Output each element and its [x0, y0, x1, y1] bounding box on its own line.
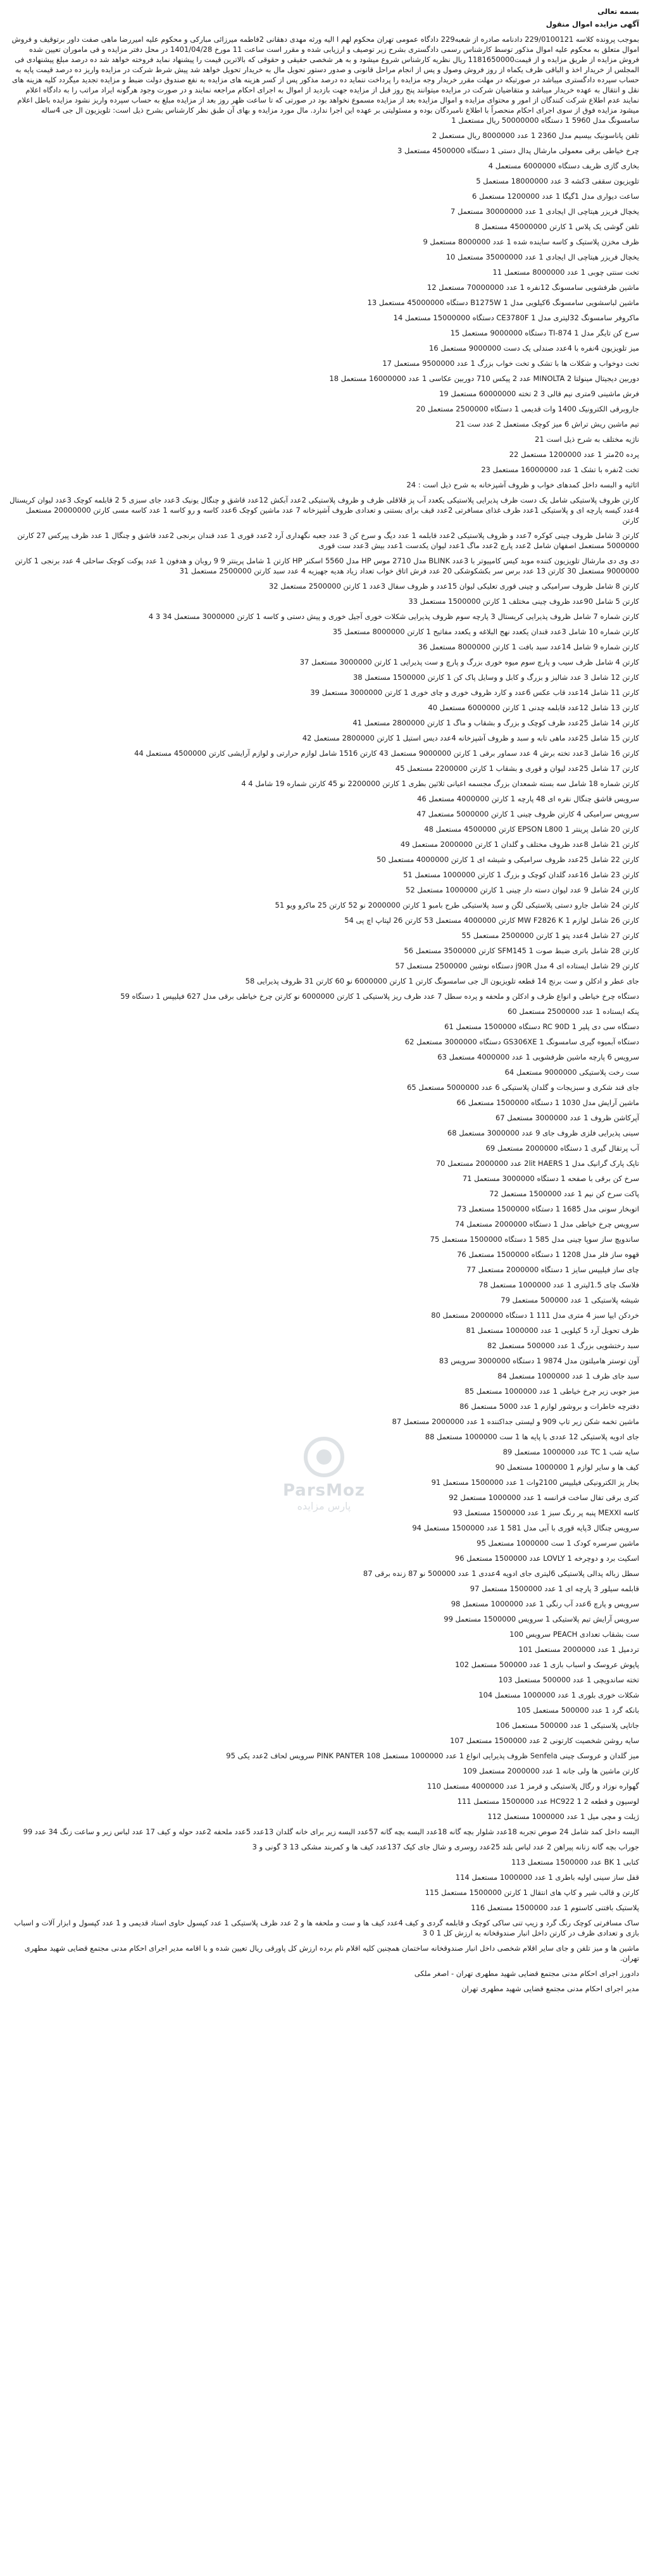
list-item: جوراب بچه گانه زنانه پیراهن 2 عدد لباس بلند 25عدد روسری و شال جای کیک 137عدد کیف ها و کمربند مشکی 13 3 گونی و 3: [252, 1842, 639, 1851]
list-item: آون توستر هامیلتون مدل 9874 1 دستگاه 3000000 سرویس 83: [439, 1356, 639, 1365]
list-item: کارتن 14 شامل 25عدد ظرف کوچک و بزرگ و بشقاب و ماگ 1 کارتن 2800000 مستعمل 41: [352, 718, 639, 727]
list-item: سرویس و پارچ 6عدد آب رنگی 1 عدد 1000000 مستعمل 98: [451, 1599, 639, 1608]
list-item: جای عطر و ادکلن و ست برنج 14 قطعه تلویزیون ال جی سامسونگ کارتن 1 کارتن 6000000 نو 60 کارتن 31 ظروف پذیرایی 58: [245, 977, 639, 985]
list-item: پاکت سرخ کن نیم 1 عدد 1500000 مستعمل 72: [489, 1189, 639, 1198]
list-item: ست رخت پلاستیکی 9000000 مستعمل 64: [504, 1068, 639, 1077]
list-item: کارتن 5 شامل 90عدد ظروف چینی مختلف 1 کارتن 1500000 مستعمل 33: [408, 597, 639, 606]
list-item: کارتن 3 شامل ظروف چینی کوکره 7عدد و ظروف پلاستیکی 2عدد قابلمه 1 عدد دیگ و سرخ کن 3 عدد جعبه نگهداری آرد 2عدد قوری 1 عدد قندان برنجی 2عدد قاشق و چنگال 1 عدد ظرف پیرکس 27 کارتن 5000000 مستعمل اصفهان شامل 2عدد پارچ 2عدد ماگ 1عدد لیوان یکدست 1عدد بیش 3عدد ست قوری: [17, 531, 639, 550]
list-item: چرخ خیاطی برقی معمولی مارشال پدال دستی 1 دستگاه 4500000 مستعمل 3: [397, 146, 639, 155]
list-item: کارتن 24 شامل جارو دستی پلاستیکی لگن و سبد پلاستیکی طرح بامبو 1 کارتن 2000000 نو 52 کارتن 25 ماکرو ویو 51: [275, 901, 639, 910]
closing-paragraph-2: ماشین ها و میز تلفن و جای سایر اقلام شخصی داخل انبار صندوقخانه ساختمان همچنین کلیه اقلام نام برده ارزش کل پاورقی ریال تعیین شده و با اقامه مدیر اجرای احکام مدنی مجتمع قضایی شهید مطهری تهران.: [24, 1944, 639, 1963]
list-item: کارتن ماشین ها ولی جانه 1 عدد 2000000 مستعمل 109: [463, 1766, 639, 1775]
list-item: قابلمه سیلور 3 پارچه ای 1 عدد 1500000 مستعمل 97: [470, 1584, 639, 1593]
list-item: جاتاپی پلاستیکی 1 عدد 500000 مستعمل 106: [495, 1721, 639, 1730]
signature-line: مدیر اجرای احکام مدنی مجتمع قضایی شهید مطهری تهران: [461, 1984, 639, 1993]
list-item: جای ادویه پلاستیکی 12 عددی با پایه ها 1 ست 1000000 مستعمل 88: [425, 1432, 639, 1441]
list-item: سبد رختشویی بزرگ 1 عدد 500000 مستعمل 82: [487, 1341, 639, 1350]
closing-paragraph: ساک مسافرتی کوچک رنگ گرد و زیپ تنی ساکی کوچک و قابلمه گردی و کیف 4عدد کیف ها و ست و ملحفه ها و 2 عدد ظرف پلاستیکی 1 عدد کپسول حاوی اسناد قدیمی و 1 عدد کپسول و ابزار آلات و اسباب بازی و تعدادی ظرف در کارتن داخل انبار صندوقخانه به ارزش کل 1 0 3: [14, 1918, 639, 1937]
list-item: میز تلویزیون 4نفره با 4عدد صندلی یک دست 9000000 مستعمل 16: [429, 344, 639, 353]
list-item: ژیلت و مچی میل 1 عدد 1000000 مستعمل 112: [487, 1812, 639, 1821]
intro-paragraph: بموجب پرونده کلاسه 229/0100121 دادنامه صادره از شعبه229 دادگاه عمومی تهران محکوم لهم ا الیه ورثه مهدی دهقانی 2فاطمه میرزائی مبارکی و محکوم علیه امیررضا ماهی صفت داور برتوقیف و فروش اموال متعلق به محکوم علیه اموال مذکور توسط کارشناس رسمی دادگستری بشرح زیر توصیف و ارزیابی شده و مقرر است ساعت 11 مورخ 1401/04/28 در محل دفتر مزایده و فی ماموران تعیین شده فروش مزایده از طریق مزایده و از قیمت1181650000 ریال نظریه کارشناس شروع میشود و به هر شخصی حقیقی و حقوقی که بالاترین قیمت را پیشنهاد نماید فروخته خواهد شد ده درصد مبلغ پیشنهادی فی المجلس از خریدار اخذ و الباقی ظرف یکماه از روز فروش وصول و پس از انجام مراحل قانونی و صدور دستور تحویل مال به خریدار تحویل خواهد شد پیش شرط شرکت در مزایده واریز ده درصد قیمت پایه به حساب سپرده دادگستری میباشد در صورتیکه در مهلت مقرر خریدار وجه مزایده را پرداخت ننماید ده درصد مذکور پس از کسر هزینه های مزایده به نفع صندوق دولت ضبط و مزایده تجدید میگردد کلیه هزینه های نقل و انتقال به عهده خریدار میباشد و متقاضیان شرکت در مزایده میتوانند پنج روز قبل از مزایده جهت بازدید از اموال به اجرای احکام مراجعه نمایند و در صورت وجود هرگونه ایراد مراتب را به دادگاه اعلام نمایند عدم اطلاع شرکت کنندگان از امور و محتوای مزایده و اموال مزایده بعد از مزایده مسموع نخواهد بود در صورتی که تا ساعت ظهر روز بعد از مزایده مبلغ به حساب سپرده واریز نشود مزایده باطل اعلام میشود مزایده فوق از سوی اجرای احکام منحصراً با اطلاع نامبردگان بوده و مسئولیتی بر عهده این اجرا ندارد. مال مورد مزایده و بهای آن طبق نظر کارشناس بشرح ذیل است: تلویزیون ال جی 4ساله سامسونگ مدل 5960 1 دستگاه 50000000 ریال مستعمل 1: [11, 35, 639, 125]
list-item: سینی پذیرایی فلزی ظروف جای 9 عدد 3000000 مستعمل 68: [447, 1129, 639, 1137]
list-item: کارتن 27 شامل 4عدد پتو 1 کارتن 2500000 مستعمل 55: [461, 931, 639, 940]
list-item: سایه روشن شخصیت کارتونی 2 عدد 1500000 مستعمل 107: [450, 1736, 639, 1745]
list-item: تلفن گوشی یک پلاس 1 کارتن 45000000 مستعمل 8: [475, 222, 639, 231]
list-item: یخچال فریزر هیتاچی ال ایجادی 1 عدد 35000000 مستعمل 10: [446, 253, 639, 261]
officer-line: دادورز اجرای احکام مدنی مجتمع قضایی شهید مطهری تهران - اصغر ملکی: [414, 1969, 639, 1978]
list-item: پاپوش عروسک و اسباب بازی 1 عدد 500000 مستعمل 102: [455, 1660, 639, 1669]
list-item: کارتن شماره 10 شامل 3عدد قندان یکعدد نهج البلاغه و یکعدد مفاتیح 1 کارتن 8000000 مستعمل 35: [332, 627, 639, 636]
list-item: دستگاه آبمیوه گیری سامسونگ GS306XE 1 دستگاه 3000000 مستعمل 62: [404, 1037, 639, 1046]
list-item: گهواره نوزاد و رگال پلاستیکی و قرمز 1 عدد 4000000 مستعمل 110: [427, 1782, 639, 1791]
list-item: کتابی BK 1 عدد 1500000 مستعمل 113: [511, 1858, 639, 1866]
list-item: جای قند شکری و سبزیجات و گلدان پلاستیکی 6 عدد 5000000 مستعمل 65: [407, 1083, 639, 1092]
list-item: کارتن 11 شامل 14عدد قاب عکس 6عدد و کارد ظروف خوری و چای خوری 1 کارتن 3000000 مستعمل 39: [310, 688, 639, 697]
list-item: کیف ها و سایر لوازم 1 1000000 مستعمل 90: [495, 1463, 639, 1472]
list-item: ساعت دیواری مدل 1گیگا 1 عدد 1200000 مستعمل 6: [472, 192, 639, 201]
list-item: کارتن شماره 18 شامل سه بسته شمعدان بزرگ مجسمه اعیانی ثلاثین بطری 1 کارتن 2200000 نو 45 کارتن شماره 19 شامل 4 4: [241, 779, 639, 788]
list-item: سرویس قاشق چنگال نقره ای 48 پارچه 1 کارتن 4000000 مستعمل 46: [417, 794, 639, 803]
list-item: بخاری گازی ظریف دستگاه 6000000 مستعمل 4: [488, 161, 639, 170]
list-item: شکلات خوری بلوری 1 عدد 1000000 مستعمل 104: [478, 1691, 639, 1699]
list-item: پنکه ایستاده 1 عدد 2500000 مستعمل 60: [508, 1007, 639, 1016]
list-item: دی وی دی مارشال تلویزیون کننده موبد کیس کامپیوتر با 3عدد BLINK مدل 2710 موس HP مدل 5560 اسکنر HP کارتن 1 شامل پرینتر 9 9 روبان و هدفون 1 عدد پوکت کوچک ساحلی 4 عدد برنجی 1 کارتن 9000000 مستعمل 30 کارتن 13 عدد برس سر بکشکوشکی 20 عدد فرش اتاق خواب تعداد زیاد هدیه جهیزیه 4 عدد سبد کارتن 2500000 مستعمل 31: [15, 556, 639, 575]
list-item: کارتن 8 شامل ظروف سرامیکی و چینی قوری تعلیکی لیوان 15عدد و ظروف سفال 3عدد 1 کارتن 2500000 مستعمل 32: [268, 582, 639, 591]
list-item: پرده 20متر 1 عدد 1200000 مستعمل 22: [509, 450, 639, 459]
list-item: تیم ماشین ریش تراش 6 میز کوچک مستعمل 2 عدد ست 21: [455, 420, 639, 428]
list-item: کارتن و قالب شیر و کاپ های انتقال 1 کارتن 1500000 مستعمل 115: [425, 1888, 639, 1897]
list-item: پلاستیک بافتنی کاستوم 1 عدد 1500000 مستعمل 116: [471, 1903, 639, 1912]
list-item: کارتن 22 شامل 25عدد ظروف سرامیکی و شیشه ای 1 کارتن 4000000 مستعمل 50: [377, 855, 639, 864]
watermark-sub: پارس مزایده: [297, 1500, 351, 1512]
list-item: ساندویچ ساز سوپا چینی مدل 585 1 دستگاه 1500000 مستعمل 75: [430, 1235, 639, 1244]
list-item: کارتن 15 شامل 25عدد ماهی تابه و سبد و ظروف آشپزخانه 4عدد دیس استیل 1 کارتن 2800000 مستعمل 42: [302, 734, 639, 742]
list-item: کارتن 29 شامل ایستاده ای 4 مدل j90R دستگاه نوشین 2500000 مستعمل 57: [395, 961, 639, 970]
list-item: یخچال فریزر هیتاچی ال ایجادی 1 عدد 30000000 مستعمل 7: [451, 207, 639, 216]
list-item: کارتن 4 شامل ظرف سیب و پارچ سوم میوه خوری بزرگ و پارچ و ست پذیرایی 1 کارتن 3000000 مستعمل 37: [299, 658, 639, 666]
list-item: سبد جای ظرف 1 عدد 1000000 مستعمل 84: [497, 1372, 639, 1380]
list-item: تخت 2نفره با تشک 1 عدد 16000000 مستعمل 23: [481, 465, 639, 474]
list-item: کارتن ظروف پلاستیکی شامل یک دست ظرف پذیرایی پلاستیکی یکعدد آب پز قلاقلی ظرف و ظروف پلاستیکی 2عدد آبکش 12عدد قاشق و چنگال یونیک 3عدد جای سبزی 5 2 قابلمه کوچک 3عدد لیوان کریستال 4عدد کیسه پارچه ای و پلاستیکی 1عدد ظرف غذای مسافرتی 2عدد قیف برای بستنی و تعدادی ظروف آشپزخانه 7 عدد ماشین کوچک 6عدد کاسه و رو کاسه 1 عدد کاسه مسی کارتن 20000000 مستعمل کارتن: [9, 496, 639, 525]
watermark-brand: ParsMoz: [282, 1481, 366, 1500]
list-item: کارتن شماره 9 شامل 14عدد سبد بافت 1 کارتن 8000000 مستعمل 36: [418, 642, 639, 651]
list-item: بخار پز الکترونیکی فیلیپس 2100وات 1 عدد 1500000 مستعمل 91: [431, 1478, 639, 1487]
list-item: کارتن 12 شامل 3 عدد شالیز و بزرگ و کابل و وسایل پاک کن 1 کارتن 1500000 مستعمل 38: [352, 673, 639, 682]
list-item: سرویس آرایش تیم پلاستیکی 1 سرویس 1500000 مستعمل 99: [444, 1615, 639, 1623]
list-item: اسکیت برد و دوچرخه LOVLY 1 عدد 1500000 مستعمل 96: [454, 1554, 639, 1563]
list-item: جاروبرقی الکترونیک 1400 وات قدیمی 1 دستگاه 2500000 مستعمل 20: [416, 404, 639, 413]
list-item: سرخ کن برقی با صفحه 1 دستگاه 3000000 مستعمل 71: [462, 1174, 639, 1183]
list-item: بانکه گرد 1 عدد 500000 مستعمل 105: [516, 1706, 639, 1715]
list-item: ظرف مخزن پلاستیک و کاسه ساینده شده 1 عدد 8000000 مستعمل 9: [423, 237, 639, 246]
basmala: بسمه تعالی: [597, 7, 639, 16]
list-item: سطل زباله پدالی پلاستیکی 6لیتری جای ادویه 4عددی 1 عدد 500000 نو 87 زنده برقی 87: [363, 1569, 639, 1578]
list-item: ناژیه مختلف به شرح ذیل است 21: [535, 435, 639, 444]
list-item: ست بشقاب تعدادی PEACH سرویس 100: [509, 1630, 639, 1639]
list-item: کتری برقی تفال ساخت فرانسه 1 عدد 1000000 مستعمل 92: [449, 1493, 639, 1502]
list-item: ظرف تحویل آرد 5 کیلویی 1 عدد 1000000 مستعمل 81: [466, 1326, 639, 1335]
list-item: آب پرتقال گیری 1 دستگاه 2000000 مستعمل 69: [485, 1144, 639, 1153]
list-item: قهوه ساز فلر مدل 1208 1 دستگاه 1500000 مستعمل 76: [457, 1250, 639, 1259]
list-item: کارتن 17 شامل 25عدد لیوان و قوری و بشقاب 1 کارتن 2200000 مستعمل 45: [395, 764, 639, 773]
list-item: ماشین ظرفشویی سامسونگ 12نفره 1 عدد 70000000 مستعمل 12: [427, 283, 639, 292]
list-item: تخت سنتی چوبی 1 عدد 8000000 مستعمل 11: [492, 268, 639, 277]
list-item: لوسیون و قطعه 2 HC922 1 عدد 1500000 مستعمل 111: [457, 1797, 639, 1806]
list-item: ماشین سرسره کودک 1 ست 1000000 مستعمل 95: [477, 1539, 639, 1547]
list-item: تردمیل 1 عدد 2000000 مستعمل 101: [518, 1645, 639, 1654]
list-item: سرویس چرخ خیاطی مدل 1 دستگاه 2000000 مستعمل 74: [455, 1220, 639, 1229]
items-list: [9, 130, 639, 1913]
list-item: دستگاه سی دی پلیر RC 90D 1 دستگاه 1500000 مستعمل 61: [444, 1022, 639, 1031]
list-item: اتوبخار سونی مدل 1685 1 دستگاه 1500000 مستعمل 73: [457, 1204, 639, 1213]
list-item: ماشین تخمه شکن زیر تاپ 909 و لیستی جداکننده 1 عدد 2000000 مستعمل 87: [392, 1417, 639, 1426]
list-item: میز گلدان و عروسک چینی Senfela ظروف پذیرایی انواع 1 عدد 1000000 مستعمل 108 PINK PANTER سرویس لحاف 2عدد یکی 95: [226, 1751, 639, 1760]
list-item: سرویس 6 پارچه ماشین ظرفشویی 1 عدد 4000000 مستعمل 63: [437, 1053, 639, 1061]
list-item: ماشین آرایش مدل 1030 1 دستگاه 1500000 مستعمل 66: [456, 1098, 639, 1107]
list-item: کارتن 16 شامل 3عدد تخته برش 4 عدد سماور برقی 1 کارتن 9000000 مستعمل 43 کارتن 1516 شامل لوازم حرارتی و لوازم آرایشی کارتن 4500000 مستعمل 44: [134, 749, 639, 758]
list-item: سایه شب TC 1 عدد 1000000 مستعمل 89: [502, 1447, 639, 1456]
list-item: تخته ساندویچی 1 عدد 500000 مستعمل 103: [498, 1675, 639, 1684]
list-item: ماشین لباسشویی سامسونگ 6کیلویی مدل B1275W 1 دستگاه 45000000 مستعمل 13: [367, 298, 639, 307]
list-item: قفل ساز سینی اولیه باطری 1 عدد 1000000 مستعمل 114: [455, 1873, 639, 1882]
list-item: فلاسک چای 1.5لیتری 1 عدد 1000000 مستعمل 78: [478, 1280, 639, 1289]
list-item: آپرکاشن ظروف 1 عدد 3000000 مستعمل 67: [495, 1113, 639, 1122]
list-item: کارتن 28 شامل باتری ضبط صوت SFM145 1 کارتن 3500000 مستعمل 56: [404, 946, 639, 955]
list-item: میز جوبی زیر چرخ خیاطی 1 عدد 1000000 مستعمل 85: [464, 1387, 639, 1396]
list-item: کاسه MEXXI پنبه پر رنگ سبز 1 عدد 1500000 مستعمل 93: [452, 1508, 639, 1517]
list-item: سرخ کن تایگر مدل TI-874 1 دستگاه 9000000 مستعمل 15: [450, 328, 639, 337]
list-item: کارتن 13 شامل 12عدد قابلمه چدنی 1 کارتن 6000000 مستعمل 40: [428, 703, 639, 712]
list-item: تخت دوخواب و شکلات ها با تشک و تخت خواب بزرگ 1 عدد 9500000 مستعمل 17: [382, 359, 639, 368]
list-item: البسه داخل کمد شامل 24 صوص تجربه 18عدد شلوار بچه گانه 18عدد البسه بچه گانه 57عدد البسه زیر برای خانه گلدان 13عدد 5عدد ملحفه 2عدد حوله و کیف 17 عدد لباس زیر و ساعت زنگ 34 عدد 99: [23, 1827, 639, 1836]
list-item: تاپک پارک گرانیک مدل 2lit HAERS 1 عدد 2000000 مستعمل 70: [435, 1159, 639, 1168]
list-item: کارتن 20 شامل پرینتر EPSON L800 1 کارتن 4500000 مستعمل 48: [424, 825, 639, 834]
list-item: کارتن 21 شامل 8عدد ظروف مختلف و گلدان 1 کارتن 2000000 مستعمل 49: [400, 840, 639, 849]
list-item: اثاثیه و البسه داخل کمدهای خواب و ظروف آشپزخانه به شرح ذیل است : 24: [406, 480, 639, 489]
list-item: سرویس چنگال 3پایه قوری با آبی مدل 581 1 عدد 1500000 مستعمل 94: [412, 1523, 639, 1532]
list-item: کارتن 26 شامل لوازم MW F2826 K 1 کارتن 4000000 مستعمل 53 کارتن 26 لپتاپ اچ پی 54: [344, 916, 639, 925]
list-item: تلویزیون سقفی 3کشه 3 عدد 18000000 مستعمل 5: [476, 177, 639, 185]
list-item: خردکن ایپا سبز 4 متری مدل 111 1 دستگاه 2000000 مستعمل 80: [431, 1311, 639, 1320]
list-item: دفترچه خاطرات و بروشور لوازم 1 عدد 5000 مستعمل 86: [459, 1402, 639, 1411]
list-item: دستگاه چرخ خیاطی و انواع ظرف و ادکلن و ملحفه و پرده سطل 7 عدد ظرف ریز پلاستیکی 1 کارتن 6000000 نو کارتن چرخ خیاطی برقی مدل 627 فیلیپس 1 دستگاه 59: [120, 992, 639, 1001]
list-item: ماکروفر سامسونگ 32لیتری مدل CE3780F 1 دستگاه 15000000 مستعمل 14: [393, 313, 639, 322]
list-item: شیشه پلاستیکی 1 عدد 500000 مستعمل 79: [501, 1296, 639, 1304]
list-item: سرویس سرامیکی 4 کارتن ظروف چینی 1 کارتن 5000000 مستعمل 47: [416, 810, 639, 818]
list-item: فرش ماشینی 9متری نیم قالی 3 2 تخته 60000000 مستعمل 19: [439, 389, 639, 398]
list-item: کارتن 24 شامل 9 عدد لیوان دسته دار چینی 1 کارتن 1000000 مستعمل 52: [406, 885, 639, 894]
page-title: آگهی مزایده اموال منقول: [545, 20, 639, 28]
list-item: کارتن 23 شامل 16عدد گلدان کوچک و بزرگ 1 کارتن 1000000 مستعمل 51: [403, 870, 639, 879]
list-item: کارتن شماره 7 شامل ظروف پذیرایی کریستال 3 پارچه سوم ظروف پذیرایی شکلات خوری آجیل خوری و پیش دستی و کاسه 1 کارتن 3000000 مستعمل 34 3 4: [148, 612, 639, 621]
list-item: دوربین دیجیتال مینولتا MINOLTA 2 عدد 2 پیکس 710 دوربین عکاسی 1 عدد 16000000 مستعمل 18: [329, 374, 639, 383]
list-item: چای ساز فیلیپس سایز 1 دستگاه 2000000 مستعمل 77: [466, 1265, 639, 1274]
list-item: تلفن پاناسونیک بیسیم مدل 2360 1 عدد 8000000 ریال مستعمل 2: [432, 131, 639, 140]
